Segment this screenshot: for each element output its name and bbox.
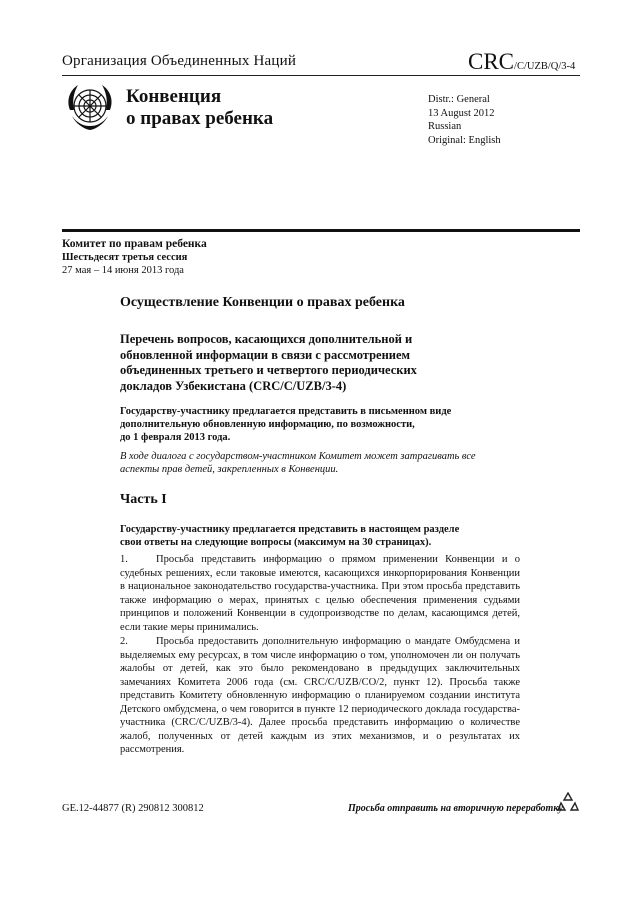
convention-title-line2: о правах ребенка <box>126 108 274 129</box>
distribution-block <box>428 93 501 147</box>
dialogue-note <box>120 450 520 476</box>
distr-date: 13 August 2012 <box>428 107 495 119</box>
document-symbol <box>468 49 575 75</box>
paragraph-text: Просьба предоставить дополнительную информацию о мандате Омбудсмена и выделяемых ему ресурсах, в том числе информацию о том, уполномочен ли он получать жалобы от детей, как это было рекомендовано в предыдущих заключительных замечаниях Комитета 2006 года (см. CRC/C/UZB/CO/2, пункт 12). Просьба также представить Комитету обновленную информацию о планируемом создании института Детского омбудсмена, о чем говорится в пункте 12 периодического доклада государства-участника (CRC/C/UZB/3-4). Далее просьба представить информацию о количестве жалоб, полученных от детей каждым из этих механизмов, и о результатах их рассмотрения. <box>120 636 520 755</box>
instruction-line: Государству-участнику предлагается представить в настоящем разделе <box>120 524 460 535</box>
paragraph-1 <box>120 553 520 634</box>
instruction-answers <box>120 523 520 549</box>
symbol-rest: /C/UZB/Q/3-4 <box>514 61 576 72</box>
thick-divider <box>62 229 580 232</box>
committee-dates: 27 мая – 14 июня 2013 года <box>62 265 184 276</box>
paragraph-number: 1. <box>120 554 128 565</box>
organization-name: Организация Объединенных Наций <box>62 53 297 69</box>
recycle-icon <box>556 790 580 814</box>
instruction-written-info <box>120 405 500 444</box>
subheading-line: докладов Узбекистана (CRC/C/UZB/3-4) <box>120 378 347 393</box>
instruction-line: до 1 февраля 2013 года. <box>120 432 231 443</box>
convention-title <box>126 86 273 130</box>
instruction-line: свои ответы на следующие вопросы (максимум на 30 страницах). <box>120 537 432 548</box>
subheading-line: обновленной информации в связи с рассмотрением <box>120 347 411 362</box>
part-heading: Часть I <box>120 492 167 507</box>
convention-title-line1: Конвенция <box>126 86 222 107</box>
subheading-line: объединенных третьего и четвертого периодических <box>120 363 417 377</box>
paragraph-2 <box>120 635 520 757</box>
committee-block <box>62 238 207 277</box>
main-heading: Осуществление Конвенции о правах ребенка <box>120 295 405 310</box>
subheading <box>120 332 480 394</box>
instruction-line: дополнительную обновленную информацию, по возможности, <box>120 419 415 430</box>
distr-original: Original: English <box>428 134 501 146</box>
distr-language: Russian <box>428 121 462 132</box>
distr-line: Distr.: General <box>428 94 490 105</box>
paragraph-text: Просьба представить информацию о прямом применении Конвенции и о судебных решениях, если таковые имеются, касающихся инкорпорирования Конвенции в национальное законодательство государства-участника. При этом просьба представить также информацию о мерах, принятых с целью обеспечения применения судьями принципов и положений Конвенции в судопроизводстве по делам, касающимся детей, если такие меры принимались. <box>120 554 520 633</box>
committee-name: Комитет по правам ребенка <box>62 238 207 250</box>
document-code: GE.12-44877 (R) 290812 300812 <box>62 803 204 814</box>
paragraph-number: 2. <box>120 636 128 647</box>
committee-session: Шестьдесят третья сессия <box>62 252 188 263</box>
instruction-line: Государству-участнику предлагается представить в письменном виде <box>120 406 452 417</box>
symbol-main: CRC <box>468 49 515 74</box>
note-line: В ходе диалога с государством-участником Комитет может затрагивать все <box>120 451 476 462</box>
header-divider <box>62 75 580 76</box>
note-line: аспекты прав детей, закрепленных в Конвенции. <box>120 464 339 475</box>
recycle-note: Просьба отправить на вторичную переработку <box>348 803 563 814</box>
subheading-line: Перечень вопросов, касающихся дополнительной и <box>120 332 413 346</box>
un-emblem-icon <box>62 80 118 136</box>
